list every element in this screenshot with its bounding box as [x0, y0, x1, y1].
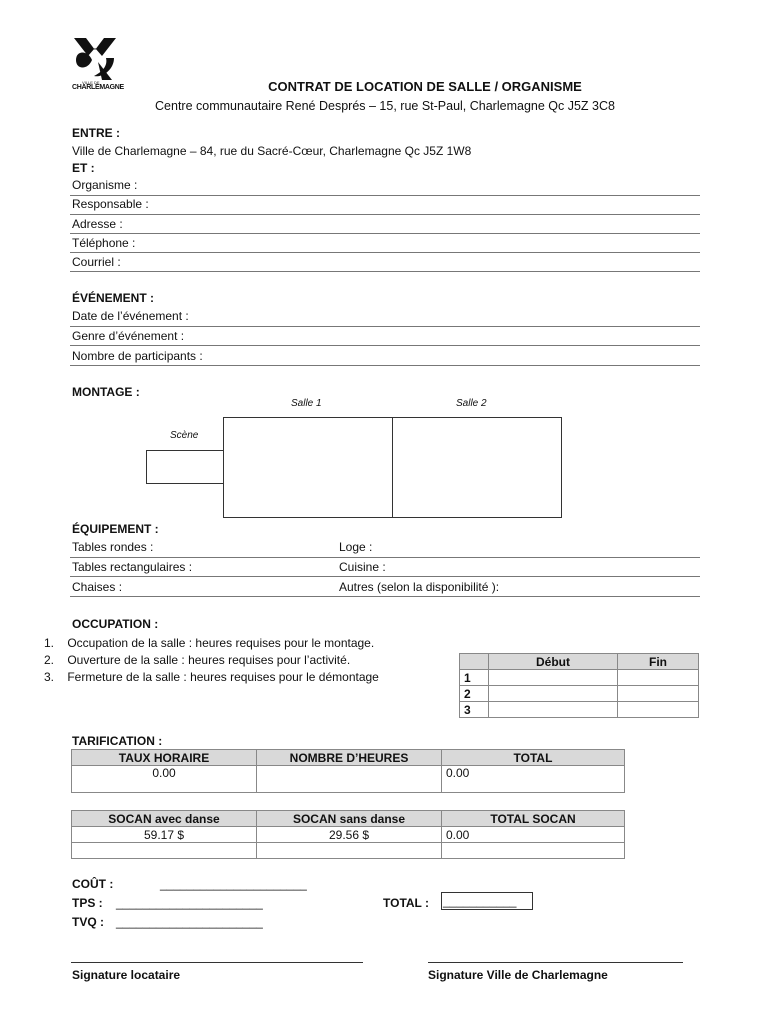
field-genre-evenement-line[interactable] — [70, 345, 700, 346]
socan-empty-cell[interactable] — [442, 843, 625, 859]
total-label: TOTAL : — [383, 896, 429, 910]
logo-line1: VILLE DE — [82, 80, 100, 85]
salle2-label: Salle 2 — [456, 398, 487, 409]
debut-cell[interactable] — [489, 702, 618, 718]
col-total: TOTAL — [442, 750, 625, 766]
col-fin: Fin — [618, 654, 699, 670]
equip-row3-line[interactable] — [70, 596, 700, 597]
salle1-box — [223, 417, 393, 518]
field-responsable: Responsable : — [72, 197, 149, 211]
scene-box — [146, 450, 224, 484]
equipement-heading: ÉQUIPEMENT : — [72, 522, 159, 536]
socan-sans-danse-value[interactable]: 29.56 $ — [257, 827, 442, 843]
occupation-table-corner — [460, 654, 489, 670]
contract-title: CONTRAT DE LOCATION DE SALLE / ORGANISME — [268, 79, 582, 94]
tarification-heading: TARIFICATION : — [72, 734, 163, 748]
col-debut: Début — [489, 654, 618, 670]
field-courriel: Courriel : — [72, 255, 121, 269]
total-blank: ___________ — [443, 894, 517, 908]
field-adresse: Adresse : — [72, 217, 123, 231]
occupation-table — [459, 653, 699, 718]
field-nombre-participants: Nombre de participants : — [72, 349, 203, 363]
montage-heading: MONTAGE : — [72, 385, 140, 399]
field-courriel-line[interactable] — [70, 271, 700, 272]
row-label: 2 — [460, 686, 489, 702]
tps-label: TPS : — [72, 896, 103, 910]
fin-cell[interactable] — [618, 686, 699, 702]
logo-line2: CHARLEMAGNE — [72, 84, 124, 91]
field-cuisine: Cuisine : — [339, 560, 386, 574]
signature-ville-label: Signature Ville de Charlemagne — [428, 968, 608, 982]
socan-empty-cell[interactable] — [257, 843, 442, 859]
tvq-blank[interactable]: ______________________ — [116, 915, 263, 929]
field-telephone-line[interactable] — [70, 252, 700, 253]
occupation-item-3: 3. Fermeture de la salle : heures requises pour le démontage — [44, 670, 379, 684]
col-socan-sans-danse: SOCAN sans danse — [257, 811, 442, 827]
signature-locataire-line[interactable] — [71, 962, 363, 963]
nombre-heures-value[interactable] — [257, 766, 442, 793]
contract-subtitle: Centre communautaire René Després – 15, rue St-Paul, Charlemagne Qc J5Z 3C8 — [155, 99, 615, 113]
salle2-box — [392, 417, 562, 518]
total-socan-value: 0.00 — [442, 827, 625, 843]
field-tables-rondes: Tables rondes : — [72, 540, 154, 554]
field-responsable-line[interactable] — [70, 214, 700, 215]
fin-cell[interactable] — [618, 670, 699, 686]
tvq-label: TVQ : — [72, 915, 104, 929]
scene-label: Scène — [170, 430, 199, 441]
col-total-socan: TOTAL SOCAN — [442, 811, 625, 827]
col-nombre-heures: NOMBRE D’HEURES — [257, 750, 442, 766]
fin-cell[interactable] — [618, 702, 699, 718]
field-autres: Autres (selon la disponibilité ): — [339, 580, 500, 594]
row-label: 1 — [460, 670, 489, 686]
total-value: 0.00 — [442, 766, 625, 793]
event-heading: ÉVÉNEMENT : — [72, 291, 155, 305]
socan-empty-cell[interactable] — [72, 843, 257, 859]
socan-avec-danse-value[interactable]: 59.17 $ — [72, 827, 257, 843]
debut-cell[interactable] — [489, 686, 618, 702]
col-taux-horaire: TAUX HORAIRE — [72, 750, 257, 766]
field-adresse-line[interactable] — [70, 233, 700, 234]
occupation-item-1: 1. Occupation de la salle : heures requises pour le montage. — [44, 636, 375, 650]
row-label: 3 — [460, 702, 489, 718]
field-chaises: Chaises : — [72, 580, 123, 594]
equip-row2-line[interactable] — [70, 576, 700, 577]
field-date-evenement-line[interactable] — [70, 326, 700, 327]
field-organisme: Organisme : — [72, 178, 138, 192]
cout-label: COÛT : — [72, 877, 114, 891]
charlemagne-logo-icon — [72, 36, 118, 82]
taux-horaire-value[interactable]: 0.00 — [72, 766, 257, 793]
field-tables-rectangulaires: Tables rectangulaires : — [72, 560, 193, 574]
signature-locataire-label: Signature locataire — [72, 968, 181, 982]
equip-row1-line[interactable] — [70, 557, 700, 558]
field-telephone: Téléphone : — [72, 236, 136, 250]
field-loge: Loge : — [339, 540, 373, 554]
et-label: ET : — [72, 161, 95, 175]
occupation-heading: OCCUPATION : — [72, 617, 159, 631]
signature-ville-line[interactable] — [428, 962, 683, 963]
salle1-label: Salle 1 — [291, 398, 322, 409]
field-date-evenement: Date de l’événement : — [72, 309, 189, 323]
cout-blank[interactable]: ______________________ — [160, 877, 307, 891]
field-organisme-line[interactable] — [70, 195, 700, 196]
entre-label: ENTRE : — [72, 126, 120, 140]
debut-cell[interactable] — [489, 670, 618, 686]
field-genre-evenement: Genre d’événement : — [72, 329, 185, 343]
entre-value: Ville de Charlemagne – 84, rue du Sacré-Cœur, Charlemagne Qc J5Z 1W8 — [72, 144, 472, 158]
occupation-item-2: 2. Ouverture de la salle : heures requises pour l’activité. — [44, 653, 351, 667]
tps-blank[interactable]: ______________________ — [116, 896, 263, 910]
field-nombre-participants-line[interactable] — [70, 365, 700, 366]
col-socan-avec-danse: SOCAN avec danse — [72, 811, 257, 827]
socan-table — [71, 810, 625, 859]
tarif-table — [71, 749, 625, 793]
